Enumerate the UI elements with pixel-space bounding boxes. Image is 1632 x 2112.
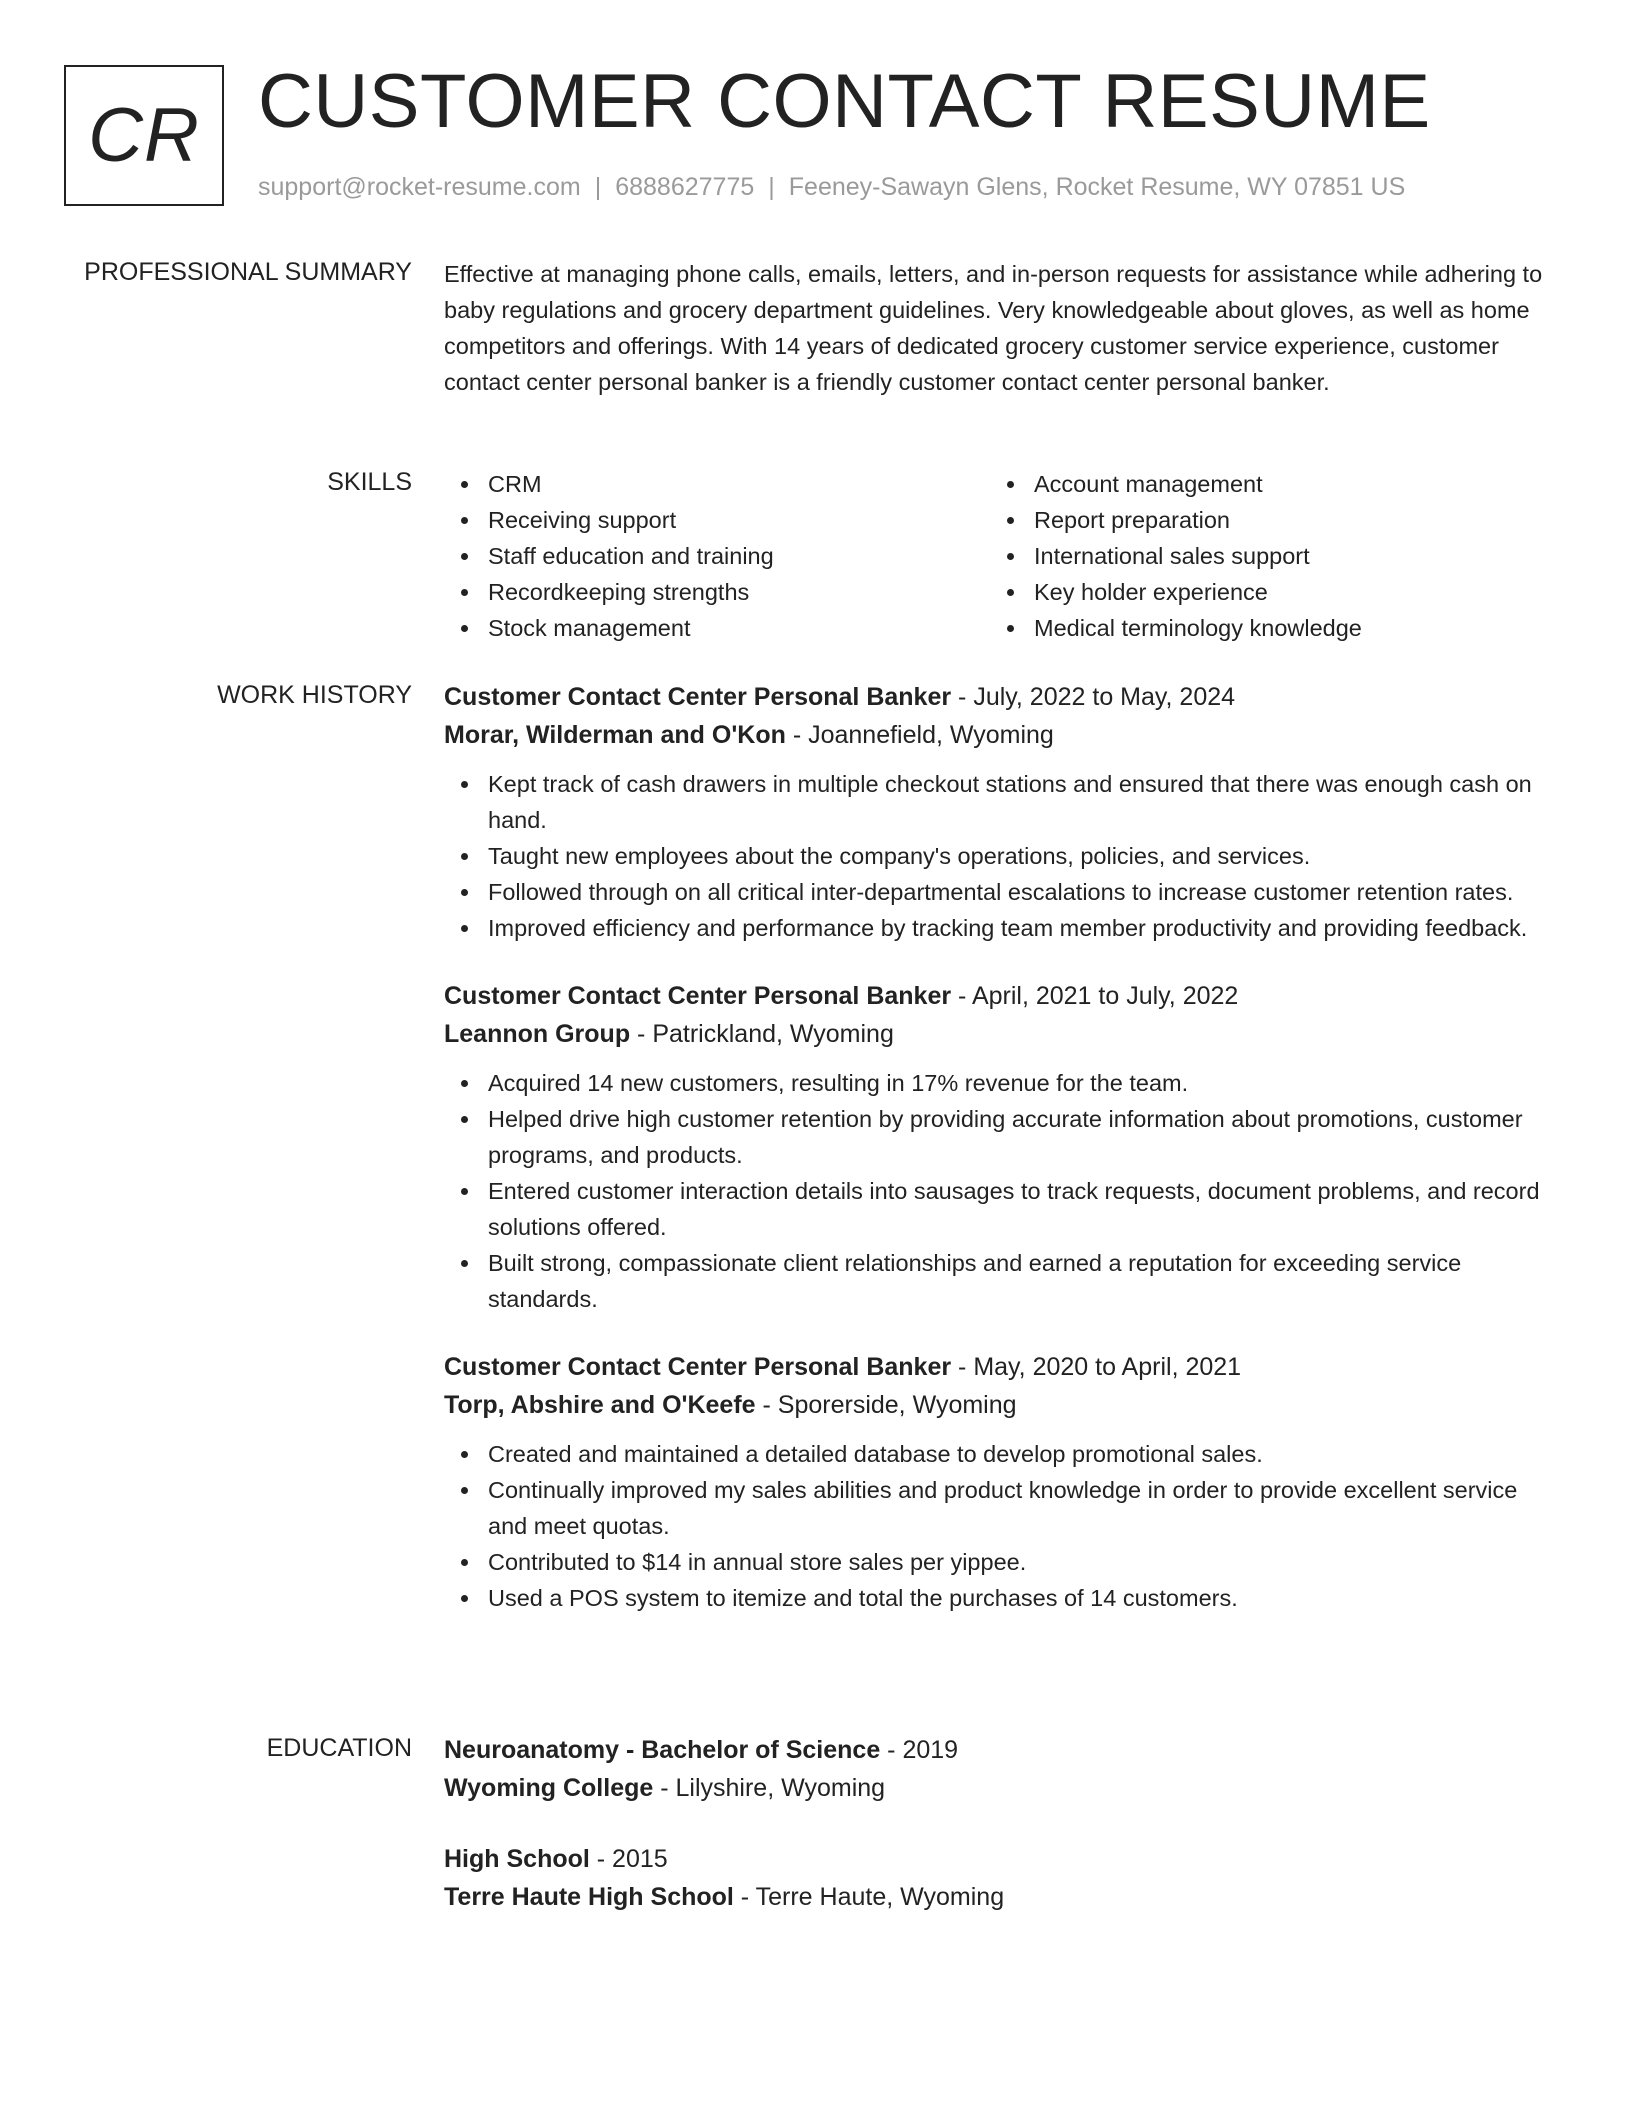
job-dates: July, 2022 to May, 2024 xyxy=(973,683,1236,711)
contact-line xyxy=(258,173,1405,202)
job-title: Customer Contact Center Personal Banker xyxy=(444,1353,952,1381)
dash-separator: - xyxy=(951,982,972,1010)
skill-item: Account management xyxy=(990,466,1536,502)
job-location: Patrickland, Wyoming xyxy=(652,1020,894,1048)
dash-separator: - xyxy=(951,1353,974,1381)
contact-address: Feeney-Sawayn Glens, Rocket Resume, WY 07851 US xyxy=(788,173,1406,201)
dash-separator: - xyxy=(653,1774,676,1802)
skill-item: Key holder experience xyxy=(990,574,1536,610)
education-school: Wyoming College xyxy=(444,1774,654,1802)
job-location: Sporerside, Wyoming xyxy=(777,1391,1017,1419)
job-title-line xyxy=(444,1348,1556,1386)
skill-item: Recordkeeping strengths xyxy=(444,574,990,610)
skill-item: Staff education and training xyxy=(444,538,990,574)
skill-item: Stock management xyxy=(444,610,990,646)
dash-separator: - xyxy=(755,1391,778,1419)
summary-label: PROFESSIONAL SUMMARY xyxy=(84,258,412,286)
skills-body xyxy=(444,466,1556,646)
education-location: Lilyshire, Wyoming xyxy=(675,1774,886,1802)
education-degree: Neuroanatomy - Bachelor of Science xyxy=(444,1736,881,1764)
job-bullet: Entered customer interaction details into sausages to track requests, document problems, and record solutions offered. xyxy=(444,1173,1556,1245)
job-company-line xyxy=(444,716,1556,754)
skills-label: SKILLS xyxy=(327,468,412,496)
skill-item: International sales support xyxy=(990,538,1536,574)
dash-separator: - xyxy=(630,1020,653,1048)
job-entry xyxy=(444,1348,1556,1616)
education-degree: High School xyxy=(444,1845,590,1873)
job-bullet: Built strong, compassionate client relationships and earned a reputation for exceeding service standards. xyxy=(444,1245,1556,1317)
job-dates: April, 2021 to July, 2022 xyxy=(971,982,1239,1010)
dash-separator: - xyxy=(733,1883,756,1911)
job-bullet: Used a POS system to itemize and total the purchases of 14 customers. xyxy=(444,1580,1556,1616)
job-bullet: Created and maintained a detailed database to develop promotional sales. xyxy=(444,1436,1556,1472)
summary-body xyxy=(444,256,1556,400)
job-dates: May, 2020 to April, 2021 xyxy=(973,1353,1242,1381)
job-bullet: Kept track of cash drawers in multiple checkout stations and ensured that there was enough cash on hand. xyxy=(444,766,1556,838)
contact-email[interactable]: support@rocket-resume.com xyxy=(258,173,581,201)
summary-text: Effective at managing phone calls, emails, letters, and in-person requests for assistance while adhering to baby regulations and grocery department guidelines. Very knowledgeable about gloves, as well as home competitors and offerings. With 14 years of dedicated grocery customer service experience, customer contact center personal banker is a friendly customer contact center personal banker. xyxy=(444,261,1543,395)
education-label: EDUCATION xyxy=(266,1734,412,1762)
dash-separator: - xyxy=(589,1845,613,1873)
job-bullet: Improved efficiency and performance by tracking team member productivity and providing feedback. xyxy=(444,910,1556,946)
education-school: Terre Haute High School xyxy=(444,1883,734,1911)
job-entry xyxy=(444,977,1556,1317)
job-title-line xyxy=(444,678,1556,716)
contact-separator: | xyxy=(594,173,602,201)
contact-phone[interactable]: 6888627775 xyxy=(615,173,755,201)
education-school-line xyxy=(444,1769,1556,1807)
job-title-line xyxy=(444,977,1556,1015)
job-company: Morar, Wilderman and O'Kon xyxy=(444,721,786,749)
education-degree-line xyxy=(444,1840,1556,1878)
education-entry xyxy=(444,1840,1556,1916)
job-bullet: Helped drive high customer retention by providing accurate information about promotions, customer programs, and products. xyxy=(444,1101,1556,1173)
job-bullets xyxy=(444,1065,1556,1317)
skills-list-right xyxy=(990,466,1536,646)
job-company-line xyxy=(444,1386,1556,1424)
job-bullet: Continually improved my sales abilities and product knowledge in order to provide excellent service and meet quotas. xyxy=(444,1472,1556,1544)
job-company: Torp, Abshire and O'Keefe xyxy=(444,1391,756,1419)
job-bullet: Taught new employees about the company's operations, policies, and services. xyxy=(444,838,1556,874)
education-year: 2015 xyxy=(612,1845,668,1873)
work-body xyxy=(444,678,1556,1647)
job-company: Leannon Group xyxy=(444,1020,631,1048)
education-body xyxy=(444,1731,1556,1949)
education-year: 2019 xyxy=(902,1736,959,1764)
education-degree-line xyxy=(444,1731,1556,1769)
job-title: Customer Contact Center Personal Banker xyxy=(444,982,952,1010)
job-bullet: Acquired 14 new customers, resulting in 17% revenue for the team. xyxy=(444,1065,1556,1101)
contact-separator: | xyxy=(768,173,775,201)
skills-columns xyxy=(444,466,1556,646)
education-school-line xyxy=(444,1878,1556,1916)
work-label: WORK HISTORY xyxy=(217,681,412,709)
education-entry xyxy=(444,1731,1556,1807)
skill-item: CRM xyxy=(444,466,990,502)
dash-separator: - xyxy=(951,683,974,711)
skills-list-left xyxy=(444,466,990,646)
job-bullet: Followed through on all critical inter-departmental escalations to increase customer retention rates. xyxy=(444,874,1556,910)
job-bullets xyxy=(444,1436,1556,1616)
job-company-line xyxy=(444,1015,1556,1053)
dash-separator: - xyxy=(785,721,809,749)
resume-title: CUSTOMER CONTACT RESUME xyxy=(258,59,1431,144)
job-title: Customer Contact Center Personal Banker xyxy=(444,683,952,711)
job-entry xyxy=(444,678,1556,946)
skill-item: Report preparation xyxy=(990,502,1536,538)
education-location: Terre Haute, Wyoming xyxy=(755,1883,1005,1911)
dash-separator: - xyxy=(880,1736,903,1764)
monogram-logo: CR xyxy=(64,65,224,206)
job-bullets xyxy=(444,766,1556,946)
job-location: Joannefield, Wyoming xyxy=(808,721,1054,749)
job-bullet: Contributed to $14 in annual store sales per yippee. xyxy=(444,1544,1556,1580)
skill-item: Receiving support xyxy=(444,502,990,538)
skill-item: Medical terminology knowledge xyxy=(990,610,1536,646)
